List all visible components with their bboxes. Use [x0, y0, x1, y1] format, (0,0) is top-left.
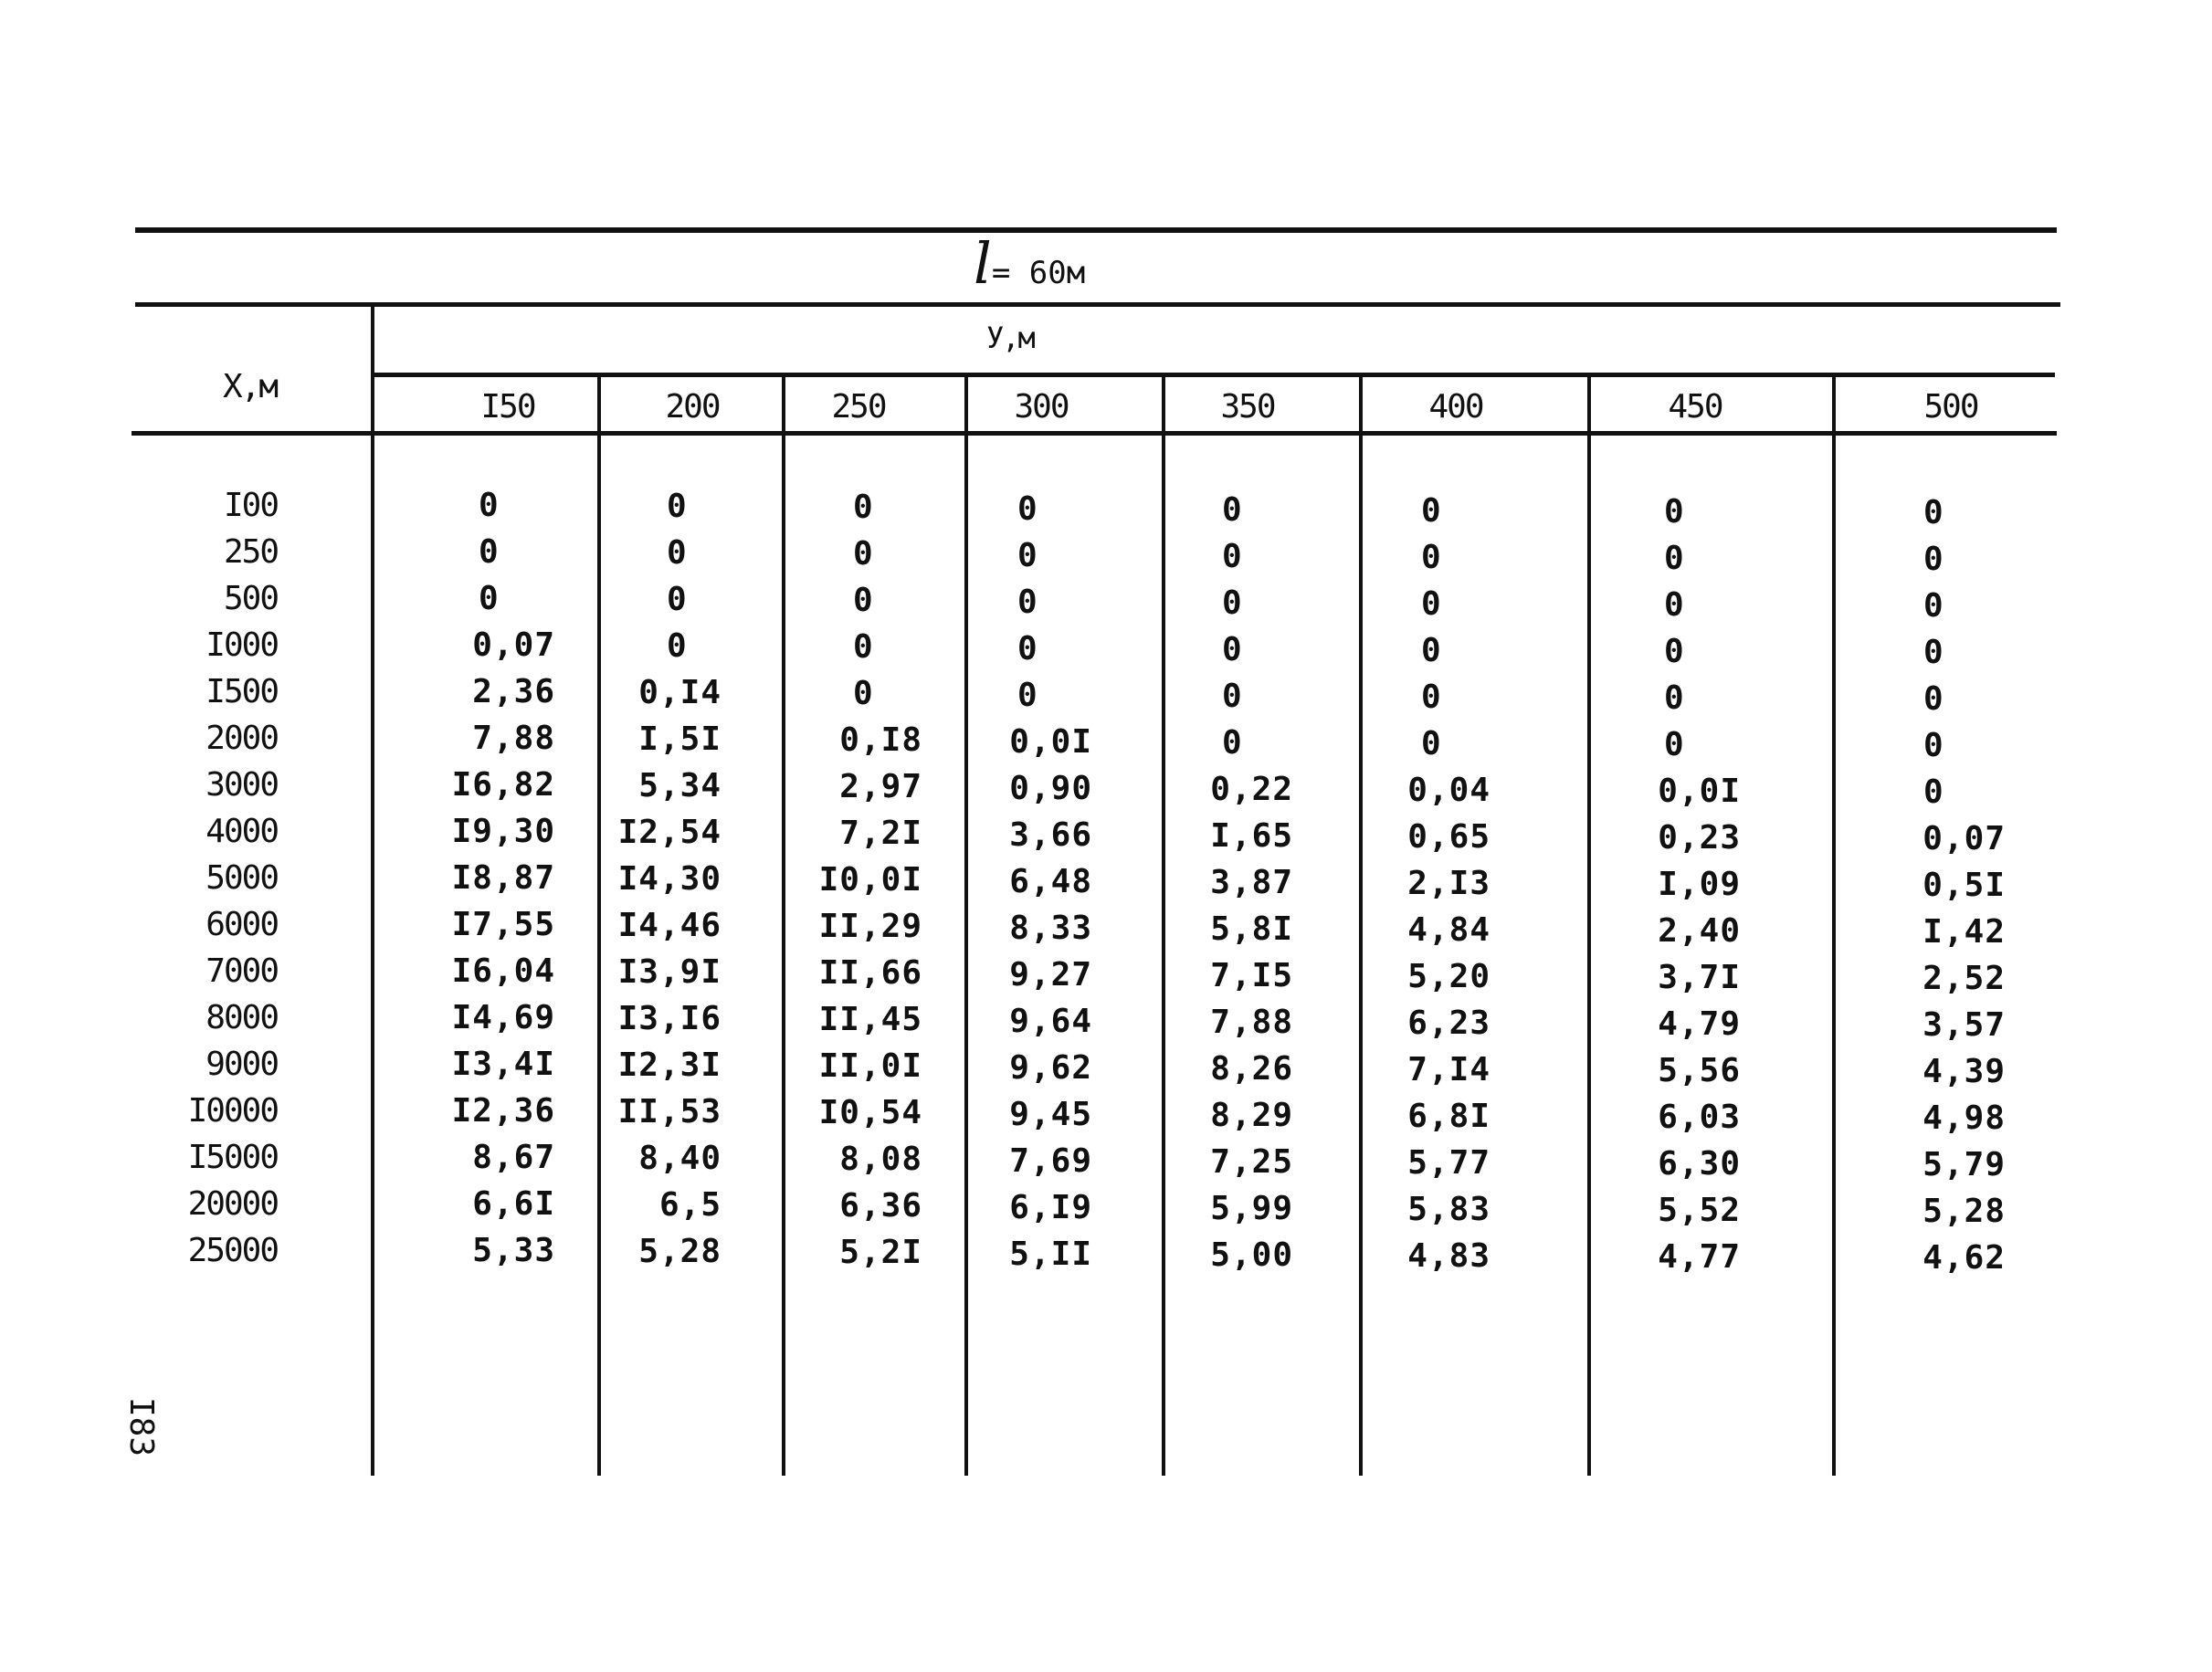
- table-cell: I,09: [1658, 866, 1741, 904]
- table-cell: 8,33: [1009, 909, 1092, 947]
- table-cell: I2,3I: [617, 1046, 722, 1085]
- table-cell: 6,48: [1009, 862, 1092, 900]
- table-cell: 0,I4: [638, 674, 722, 712]
- column-divider: [1832, 374, 1836, 1476]
- header-bottom-rule: [132, 431, 2057, 436]
- table-cell: I7,55: [451, 906, 555, 943]
- table-cell: I4,30: [617, 860, 722, 899]
- table-cell: 3,66: [1009, 815, 1092, 854]
- table-cell: 6,03: [1658, 1099, 1741, 1137]
- table-cell: 0: [1421, 678, 1442, 716]
- table-cell: 0: [1222, 677, 1243, 715]
- column-header: 250: [831, 388, 886, 426]
- table-cell: 0: [1017, 676, 1038, 714]
- table-cell: 0,23: [1658, 819, 1741, 857]
- table-cell: 5,52: [1658, 1192, 1741, 1230]
- table-cell: I4,46: [617, 907, 722, 945]
- table-cell: II,66: [818, 954, 922, 993]
- table-cell: 6,I9: [1009, 1188, 1092, 1226]
- row-x-value: 5000: [205, 859, 278, 897]
- table-cell: 0: [1222, 584, 1243, 622]
- table-cell: 2,52: [1922, 960, 2006, 998]
- table-cell: 0: [667, 534, 688, 573]
- table-cell: 0: [1664, 633, 1685, 671]
- table-cell: 6,36: [839, 1187, 922, 1225]
- table-cell: 5,28: [1922, 1193, 2006, 1231]
- row-x-value: I00: [223, 487, 278, 524]
- table-cell: 0,65: [1407, 818, 1490, 856]
- table-cell: 0: [1421, 632, 1442, 669]
- table-cell: 7,2I: [839, 815, 922, 853]
- table-cell: II,45: [818, 1001, 922, 1039]
- table-cell: I,65: [1210, 816, 1293, 855]
- table-cell: 6,23: [1407, 1004, 1490, 1042]
- title-bottom-rule: [135, 302, 2060, 307]
- table-cell: 7,88: [1210, 1003, 1293, 1041]
- table-cell: II,53: [617, 1093, 722, 1131]
- table-cell: I2,54: [617, 814, 722, 852]
- table-cell: 0: [1421, 725, 1442, 762]
- table-cell: 6,6I: [472, 1185, 555, 1223]
- table-cell: I,5I: [638, 720, 722, 759]
- column-header: 200: [665, 388, 720, 426]
- column-header: 500: [1923, 388, 1978, 426]
- column-header: 350: [1220, 388, 1275, 426]
- table-cell: 0: [1017, 489, 1038, 528]
- column-divider: [964, 374, 968, 1476]
- table-cell: I2,36: [451, 1092, 555, 1130]
- group-header-rule: [371, 373, 2055, 377]
- table-cell: 0: [1664, 679, 1685, 718]
- table-cell: I8,87: [451, 859, 555, 897]
- table-cell: 5,00: [1210, 1236, 1293, 1274]
- column-divider: [1587, 374, 1591, 1476]
- table-cell: 0: [853, 582, 874, 620]
- table-cell: 5,99: [1210, 1189, 1293, 1227]
- table-cell: 8,08: [839, 1141, 922, 1179]
- table-cell: 0,5I: [1922, 867, 2006, 905]
- column-header: 450: [1668, 388, 1722, 426]
- table-cell: 5,28: [638, 1233, 722, 1271]
- table-top-rule: [135, 227, 2057, 233]
- table-cell: I6,82: [451, 766, 555, 804]
- table-cell: 0: [1923, 587, 1944, 626]
- row-x-value: 6000: [205, 906, 278, 943]
- table-cell: 6,8I: [1407, 1098, 1490, 1135]
- table-cell: 7,I5: [1210, 956, 1293, 994]
- table-cell: 9,27: [1009, 955, 1092, 994]
- row-header-label: X,м: [223, 368, 278, 405]
- row-x-value: 250: [223, 533, 278, 571]
- column-header: 400: [1428, 388, 1483, 426]
- table-cell: I3,9I: [617, 953, 722, 992]
- table-cell: 2,I3: [1407, 865, 1490, 902]
- column-divider: [371, 307, 374, 1476]
- column-group-header: У,м: [986, 321, 1034, 355]
- table-cell: 0: [1421, 492, 1442, 530]
- table-cell: 0: [1664, 726, 1685, 764]
- row-x-value: 9000: [205, 1046, 278, 1083]
- table-cell: 3,57: [1922, 1006, 2006, 1045]
- table-cell: 2,36: [472, 673, 555, 710]
- page-number: I83: [122, 1397, 160, 1457]
- table-cell: I3,4I: [451, 1046, 555, 1083]
- table-cell: 3,87: [1210, 863, 1293, 901]
- table-cell: 0: [1222, 490, 1243, 529]
- table-cell: 5,34: [638, 767, 722, 805]
- row-x-value: 25000: [187, 1232, 278, 1269]
- table-title: [974, 230, 1086, 297]
- table-cell: 0,0I: [1658, 773, 1741, 811]
- table-cell: 0: [1222, 723, 1243, 762]
- table-cell: 0: [1923, 727, 1944, 765]
- table-cell: 0: [1923, 541, 1944, 579]
- table-cell: 5,83: [1407, 1191, 1490, 1228]
- table-cell: 0: [1421, 585, 1442, 623]
- table-cell: 5,33: [472, 1232, 555, 1269]
- table-cell: 0: [667, 627, 688, 666]
- table-cell: 4,77: [1658, 1238, 1741, 1277]
- table-cell: 0,90: [1009, 769, 1092, 807]
- row-x-value: 8000: [205, 999, 278, 1036]
- column-header: 300: [1014, 388, 1069, 426]
- table-cell: 6,30: [1658, 1145, 1741, 1183]
- row-x-value: I000: [205, 626, 278, 664]
- title-length-symbol: l: [974, 230, 992, 297]
- table-cell: 0: [667, 488, 688, 526]
- table-cell: 4,62: [1922, 1239, 2006, 1278]
- table-cell: 0: [479, 580, 500, 617]
- table-cell: I9,30: [451, 813, 555, 850]
- column-header: I50: [480, 388, 535, 426]
- table-cell: 5,2I: [839, 1234, 922, 1272]
- table-cell: 0,04: [1407, 772, 1490, 809]
- table-cell: 5,II: [1009, 1235, 1092, 1273]
- table-cell: 3,7I: [1658, 959, 1741, 997]
- table-cell: 0: [1222, 630, 1243, 668]
- table-cell: 5,79: [1922, 1146, 2006, 1184]
- row-x-value: 20000: [187, 1185, 278, 1223]
- table-cell: 0: [479, 487, 500, 524]
- table-cell: 0: [1664, 493, 1685, 531]
- table-cell: 7,88: [472, 720, 555, 757]
- table-cell: 7,25: [1210, 1142, 1293, 1181]
- column-divider: [1162, 374, 1165, 1476]
- table-cell: 0,07: [1922, 820, 2006, 858]
- table-cell: 7,I4: [1407, 1051, 1490, 1088]
- table-cell: 8,26: [1210, 1049, 1293, 1088]
- table-cell: I0,54: [818, 1094, 922, 1132]
- row-x-value: 500: [223, 580, 278, 617]
- table-cell: 0: [1017, 629, 1038, 668]
- title-length-value: = 60м: [991, 255, 1086, 291]
- table-cell: 0: [1664, 586, 1685, 625]
- table-cell: 4,83: [1407, 1237, 1490, 1275]
- row-x-value: I500: [205, 673, 278, 710]
- table-cell: 0: [1923, 494, 1944, 532]
- table-cell: I0,0I: [818, 861, 922, 899]
- table-cell: 0,07: [472, 626, 555, 664]
- table-cell: II,0I: [818, 1047, 922, 1086]
- row-x-value: 3000: [205, 766, 278, 804]
- table-cell: 0: [853, 489, 874, 527]
- table-cell: 0: [853, 628, 874, 667]
- table-cell: 0: [479, 533, 500, 571]
- table-cell: 5,77: [1407, 1144, 1490, 1182]
- table-cell: 2,97: [839, 768, 922, 806]
- table-cell: 9,64: [1009, 1002, 1092, 1040]
- table-cell: 8,67: [472, 1139, 555, 1176]
- table-cell: 5,20: [1407, 958, 1490, 995]
- table-cell: 2,40: [1658, 912, 1741, 951]
- table-cell: 4,79: [1658, 1005, 1741, 1044]
- column-divider: [597, 374, 601, 1476]
- table-cell: 9,45: [1009, 1095, 1092, 1133]
- row-x-value: 7000: [205, 952, 278, 990]
- table-cell: I3,I6: [617, 1000, 722, 1038]
- table-cell: 5,56: [1658, 1052, 1741, 1090]
- row-x-value: I0000: [187, 1092, 278, 1130]
- table-cell: 0: [1421, 539, 1442, 576]
- table-cell: 8,29: [1210, 1096, 1293, 1134]
- row-x-value: I5000: [187, 1139, 278, 1176]
- table-cell: 0: [1017, 583, 1038, 621]
- table-cell: 0: [1923, 634, 1944, 672]
- table-cell: 9,62: [1009, 1048, 1092, 1087]
- table-cell: 0: [1923, 680, 1944, 719]
- table-cell: 0: [1017, 536, 1038, 574]
- table-cell: 0: [853, 675, 874, 713]
- table-cell: I,42: [1922, 913, 2006, 952]
- table-cell: 0: [1923, 773, 1944, 812]
- table-cell: 4,39: [1922, 1053, 2006, 1091]
- table-cell: 4,98: [1922, 1099, 2006, 1138]
- table-cell: 4,84: [1407, 911, 1490, 949]
- column-divider: [1359, 374, 1363, 1476]
- table-cell: 0,0I: [1009, 722, 1092, 761]
- table-cell: I4,69: [451, 999, 555, 1036]
- table-cell: 0,22: [1210, 770, 1293, 808]
- table-cell: 0: [853, 535, 874, 573]
- table-cell: 0: [667, 581, 688, 619]
- column-divider: [782, 374, 785, 1476]
- table-cell: I6,04: [451, 952, 555, 990]
- row-x-value: 2000: [205, 720, 278, 757]
- table-cell: 7,69: [1009, 1141, 1092, 1180]
- table-cell: II,29: [818, 908, 922, 946]
- table-cell: 6,5: [658, 1186, 722, 1225]
- table-cell: 0: [1664, 540, 1685, 578]
- table-cell: 8,40: [638, 1140, 722, 1178]
- table-cell: 0: [1222, 537, 1243, 575]
- row-x-value: 4000: [205, 813, 278, 850]
- table-cell: 5,8I: [1210, 910, 1293, 948]
- table-cell: 0,I8: [839, 721, 922, 760]
